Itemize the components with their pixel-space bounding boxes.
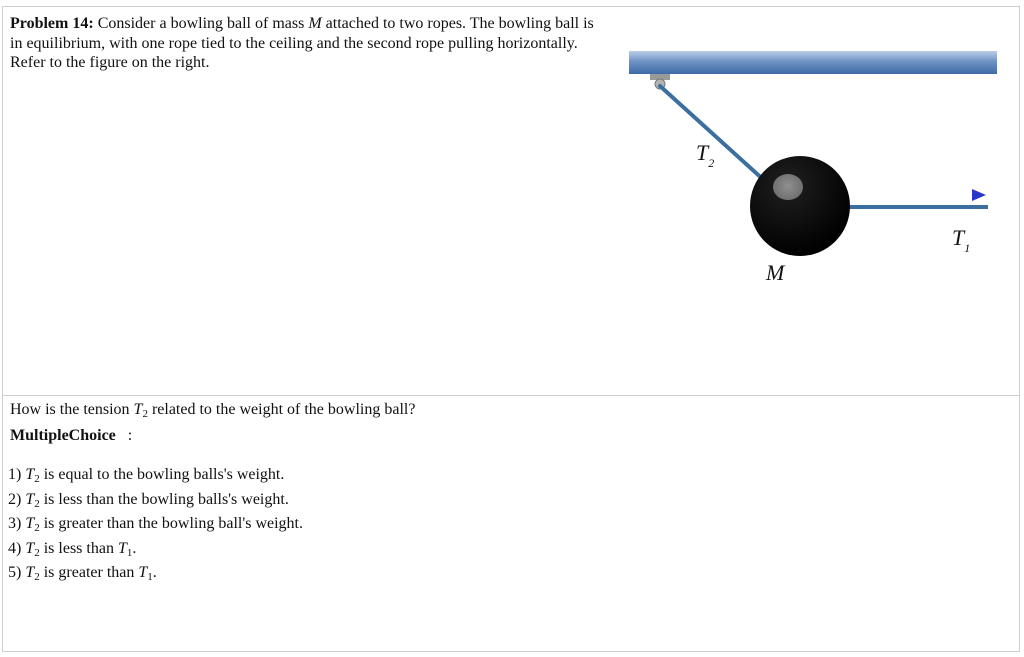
question-before: How is the tension bbox=[10, 401, 130, 418]
problem-statement bbox=[10, 14, 610, 73]
t1-arrow bbox=[912, 189, 986, 201]
question-after: related to the weight of the bowling ball? bbox=[151, 401, 416, 418]
mass-label: M bbox=[766, 260, 785, 285]
ceiling bbox=[629, 51, 997, 74]
bowling-ball bbox=[750, 156, 850, 256]
problem-label: Problem 14: bbox=[10, 15, 94, 32]
question-type-suffix: : bbox=[127, 427, 133, 444]
bowling-ball-figure bbox=[620, 40, 1000, 290]
mass-symbol: M bbox=[308, 15, 322, 32]
option-5[interactable]: 5) $T_2$ is greater than $T_1$. bbox=[8, 564, 157, 583]
problem-text-1: Consider a bowling ball of mass bbox=[97, 15, 305, 32]
question-text bbox=[10, 400, 415, 424]
option-4[interactable]: 4) $T_2$ is less than $T_1$. bbox=[8, 539, 137, 559]
problem-text-2: attached to two ropes. The bowling ball is in equilibrium, with one rope tied to the ceiling and the second rope pulling horizontally. Refer to the figure on the right. bbox=[10, 15, 594, 71]
t2-label: $T_2$ bbox=[696, 140, 715, 170]
ball-highlight bbox=[773, 174, 803, 200]
question-type bbox=[10, 426, 132, 446]
section-divider bbox=[2, 395, 1020, 396]
option-2[interactable]: 2) $T_2$ is less than the bowling balls's weight. bbox=[8, 490, 289, 510]
answer-options bbox=[8, 465, 303, 588]
option-1[interactable]: 1) $T_2$ is equal to the bowling balls's weight. bbox=[8, 466, 285, 485]
t1-label: $T_1$ bbox=[952, 225, 971, 255]
question-symbol: $T_2$ bbox=[133, 401, 148, 420]
option-3[interactable]: 3) $T_2$ is greater than the bowling ball's weight. bbox=[8, 515, 303, 534]
question-type-label: MultipleChoice bbox=[10, 427, 116, 444]
